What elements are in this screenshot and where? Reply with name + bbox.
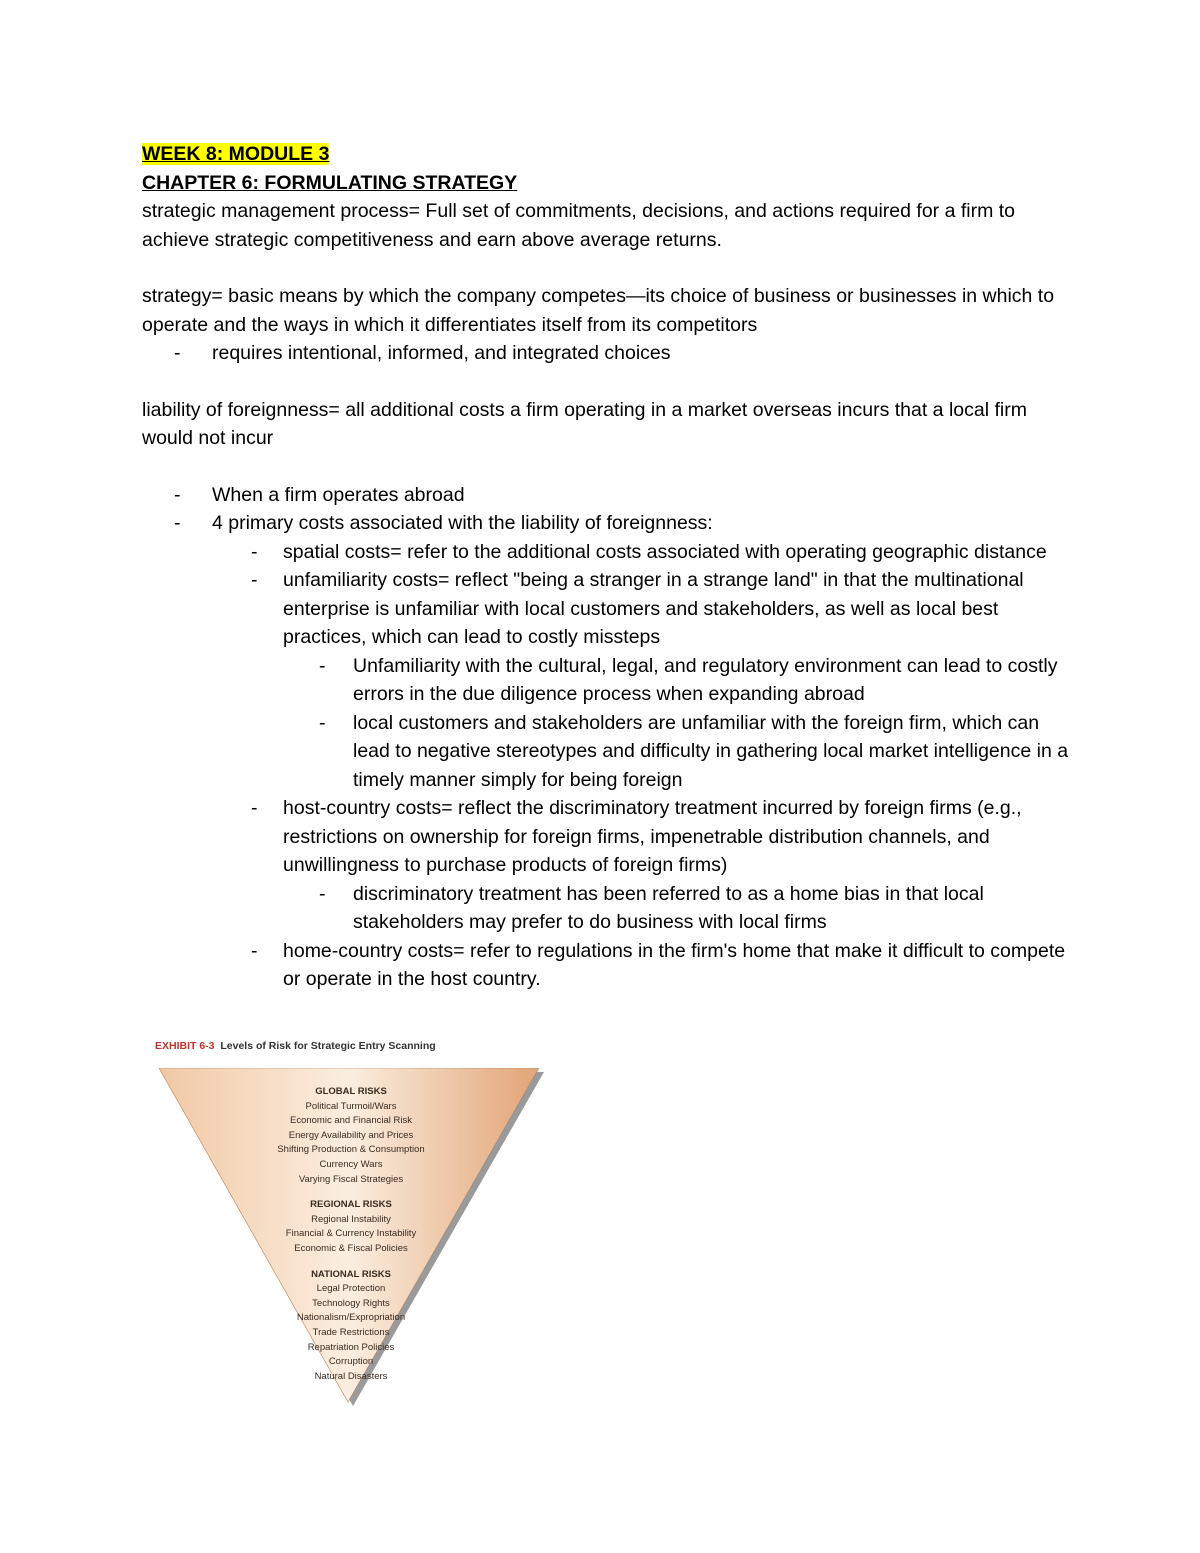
list-item: - unfamiliarity costs= reflect "being a stranger in a strange land" in that the multinational enterprise is unfamiliar with local customers and stakeholders, as well as local best practices, which can lead to costly missteps (142, 566, 1072, 652)
bullet-dash: - (319, 711, 326, 734)
risk-item: Nationalism/Expropriation (296, 1312, 406, 1324)
strategy-definition: strategy= basic means by which the company competes—its choice of business or businesses in which to operate and the ways in which it differentiates itself from its competitors (142, 285, 1055, 336)
risk-item: Trade Restrictions (312, 1326, 390, 1338)
list-item: - spatial costs= refer to the additional costs associated with operating geographic distance (142, 538, 1072, 567)
exhibit-figure (155, 1040, 555, 1382)
risk-item: Political Turmoil/Wars (305, 1100, 397, 1112)
risk-item: Varying Fiscal Strategies (298, 1173, 404, 1185)
bullet-dash: - (251, 939, 258, 962)
risk-item: Financial & Currency Instability (285, 1228, 417, 1240)
global-risks-heading: GLOBAL RISKS (315, 1086, 387, 1097)
risk-item: Legal Protection (316, 1283, 386, 1295)
list-item: - local customers and stakeholders are unfamiliar with the foreign firm, which can lead to negative stereotypes and difficulty in gathering local market intelligence in a timely manner simply for being foreign (142, 709, 1072, 795)
risk-item: Shifting Production & Consumption (277, 1144, 425, 1156)
list-item: - When a firm operates abroad (142, 481, 1072, 510)
bullet-dash: - (319, 654, 326, 677)
bullet-dash: - (319, 882, 326, 905)
national-risks-heading: NATIONAL RISKS (311, 1268, 391, 1280)
list-item: - home-country costs= refer to regulations in the firm's home that make it difficult to compete or operate in the host country. (142, 937, 1072, 994)
bullet-dash: - (251, 540, 258, 563)
strategic-management-definition: strategic management process= Full set of commitments, decisions, and actions required for a firm to achieve strategic competitiveness and earn above average returns. (142, 200, 1016, 251)
risk-item: Repatriation Policies (307, 1341, 395, 1353)
list-item: - requires intentional, informed, and integrated choices (142, 339, 1072, 368)
risk-item: Natural Disasters (314, 1370, 388, 1382)
risk-item: Economic & Fiscal Policies (294, 1242, 408, 1254)
national-risks-list (210, 1282, 492, 1384)
risk-item: Regional Instability (311, 1213, 391, 1225)
week-heading: WEEK 8: MODULE 3 (142, 143, 330, 165)
global-risks-list (210, 1100, 492, 1188)
risk-item: Energy Availability and Prices (288, 1129, 414, 1141)
list-item: - host-country costs= reflect the discriminatory treatment incurred by foreign firms (e.g., restrictions on ownership for foreign firms, impenetrable distribution channels, and unwillingness to purchase products of foreign firms) (142, 794, 1072, 880)
funnel-labels (210, 1082, 492, 1384)
list-item: - discriminatory treatment has been referred to as a home bias in that local stakeholders may prefer to do business with local firms (142, 880, 1072, 937)
risk-item: Economic and Financial Risk (290, 1115, 412, 1127)
document-body (142, 140, 1072, 994)
list-item: - 4 primary costs associated with the liability of foreignness: (142, 509, 1072, 538)
bullet-dash: - (174, 512, 181, 534)
risk-item: Currency Wars (319, 1158, 383, 1170)
bullet-dash: - (251, 797, 258, 819)
regional-risks-list (210, 1213, 492, 1257)
regional-risks-heading: REGIONAL RISKS (310, 1199, 392, 1211)
list-item: - Unfamiliarity with the cultural, legal, and regulatory environment can lead to costly errors in the due diligence process when expanding abroad (142, 652, 1072, 709)
bullet-dash: - (251, 569, 258, 591)
risk-item: Corruption (328, 1356, 374, 1368)
bullet-dash: - (174, 483, 181, 506)
bullet-dash: - (174, 342, 181, 364)
exhibit-title: EXHIBIT 6-3 Levels of Risk for Strategic Entry Scanning (155, 1040, 436, 1052)
chapter-heading: CHAPTER 6: FORMULATING STRATEGY (142, 171, 518, 194)
liability-of-foreignness-definition: liability of foreignness= all additional costs a firm operating in a market overseas incurs that a local firm would not incur (142, 398, 1027, 449)
risk-item: Technology Rights (312, 1297, 390, 1309)
